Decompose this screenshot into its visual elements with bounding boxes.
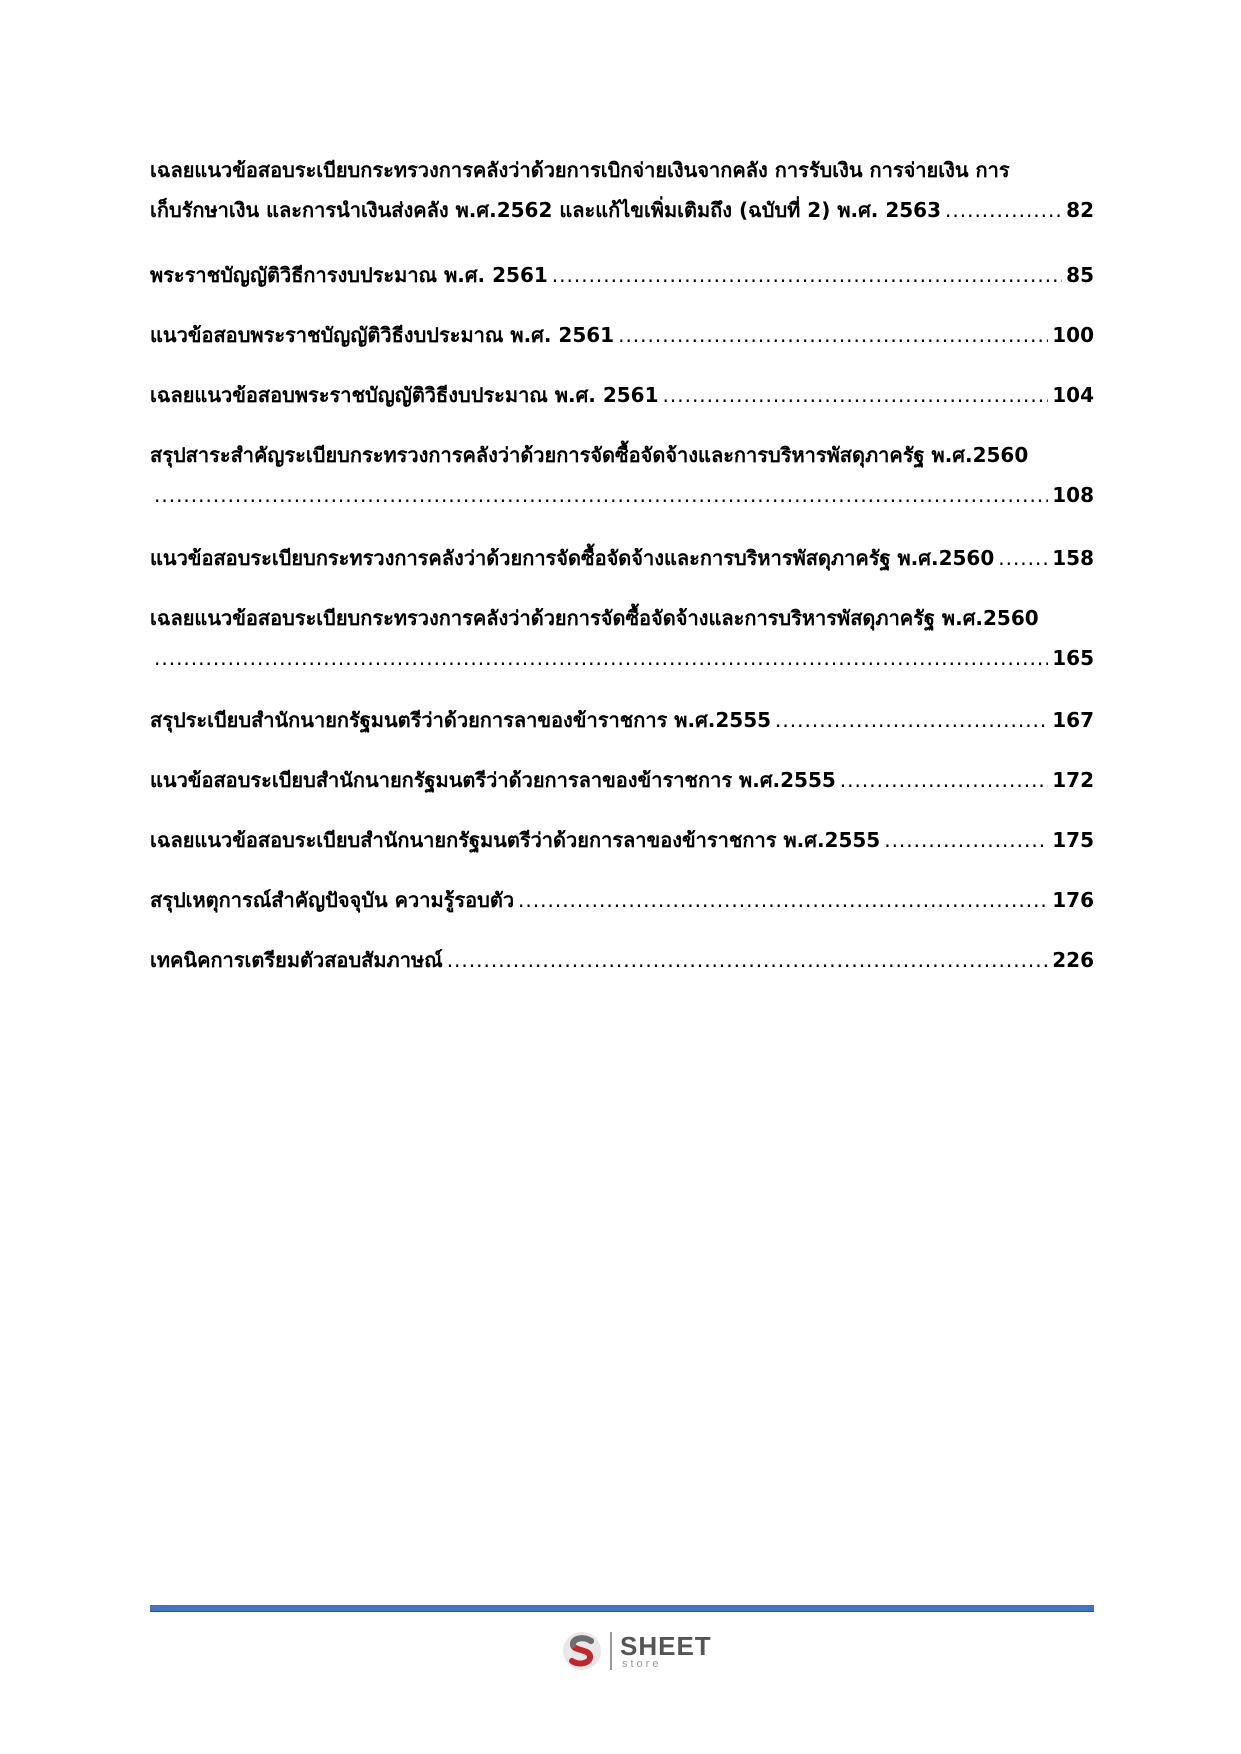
toc-entry-page: 165 [1052, 646, 1094, 670]
dot-leader [518, 880, 1048, 920]
toc-entry-page: 108 [1052, 483, 1094, 507]
sheet-store-logo-icon [562, 1631, 602, 1671]
dot-leader [663, 375, 1049, 415]
toc-entry[interactable] [150, 375, 1094, 415]
dot-leader [552, 255, 1062, 295]
toc-entry[interactable] [150, 820, 1094, 860]
toc-entry-title: เทคนิคการเตรียมตัวสอบสัมภาษณ์ [150, 948, 443, 972]
dot-leader [998, 538, 1048, 578]
logo-subtext: store [622, 1657, 662, 1670]
logo-separator [610, 1632, 612, 1670]
dot-leader [884, 820, 1048, 860]
toc-entry-page: 172 [1052, 768, 1094, 792]
toc-entry-title-line: สรุปสาระสำคัญระเบียบกระทรวงการคลังว่าด้วยการจัดซื้อจัดจ้างและการบริหารพัสดุภาครัฐ พ.ศ.2560 [150, 443, 1029, 467]
toc-entry[interactable] [150, 315, 1094, 355]
toc-entry-page: 176 [1052, 888, 1094, 912]
toc-entry-page: 100 [1052, 323, 1094, 347]
toc-entry[interactable] [150, 598, 1094, 678]
toc-entry-title-line: เฉลยแนวข้อสอบระเบียบกระทรวงการคลังว่าด้วยการเบิกจ่ายเงินจากคลัง การรับเงิน การจ่ายเงิน การ [150, 158, 1010, 182]
toc-entry-title: สรุปเหตุการณ์สำคัญปัจจุบัน ความรู้รอบตัว [150, 888, 515, 912]
toc-entry[interactable] [150, 255, 1094, 295]
toc-entry-page: 85 [1066, 263, 1094, 287]
toc-entry[interactable] [150, 435, 1094, 515]
dot-leader [945, 190, 1062, 230]
toc-entry-page: 82 [1066, 198, 1094, 222]
dot-leader [840, 760, 1048, 800]
sheet-store-logo [562, 1628, 712, 1674]
toc-entry[interactable] [150, 700, 1094, 740]
toc-entry-page: 226 [1052, 948, 1094, 972]
toc-entry-page: 158 [1052, 546, 1094, 570]
toc-entry[interactable] [150, 538, 1094, 578]
toc-entry-page: 104 [1052, 383, 1094, 407]
toc-entry-title: เฉลยแนวข้อสอบพระราชบัญญัติวิธีงบประมาณ พ.ศ. 2561 [150, 383, 659, 407]
dot-leader [775, 700, 1048, 740]
toc-entry-title: แนวข้อสอบพระราชบัญญัติวิธีงบประมาณ พ.ศ. 2561 [150, 323, 615, 347]
logo-wordmark: SHEET [620, 1630, 712, 1661]
toc-entry-title: เก็บรักษาเงิน และการนำเงินส่งคลัง พ.ศ.2562 และแก้ไขเพิ่มเติมถึง (ฉบับที่ 2) พ.ศ. 2563 [150, 198, 942, 222]
toc-entry[interactable] [150, 760, 1094, 800]
dot-leader [618, 315, 1048, 355]
footer-divider [150, 1605, 1094, 1612]
toc-entry-title: สรุประเบียบสำนักนายกรัฐมนตรีว่าด้วยการลาของข้าราชการ พ.ศ.2555 [150, 708, 772, 732]
toc-entry-title: เฉลยแนวข้อสอบระเบียบสำนักนายกรัฐมนตรีว่าด้วยการลาของข้าราชการ พ.ศ.2555 [150, 828, 881, 852]
toc-entry-page: 167 [1052, 708, 1094, 732]
toc-entry-title-line: เฉลยแนวข้อสอบระเบียบกระทรวงการคลังว่าด้วยการจัดซื้อจัดจ้างและการบริหารพัสดุภาครัฐ พ.ศ.2560 [150, 606, 1039, 630]
dot-leader [447, 940, 1049, 980]
toc-entry-title: แนวข้อสอบระเบียบสำนักนายกรัฐมนตรีว่าด้วยการลาของข้าราชการ พ.ศ.2555 [150, 768, 836, 792]
dot-leader [154, 475, 1048, 515]
toc-entry-page: 175 [1052, 828, 1094, 852]
toc-entry[interactable] [150, 940, 1094, 980]
toc-entry[interactable] [150, 880, 1094, 920]
toc-entry[interactable] [150, 150, 1094, 230]
dot-leader [154, 638, 1048, 678]
toc-entry-title: พระราชบัญญัติวิธีการงบประมาณ พ.ศ. 2561 [150, 263, 548, 287]
toc-entry-title: แนวข้อสอบระเบียบกระทรวงการคลังว่าด้วยการจัดซื้อจัดจ้างและการบริหารพัสดุภาครัฐ พ.ศ.2560 [150, 546, 995, 570]
